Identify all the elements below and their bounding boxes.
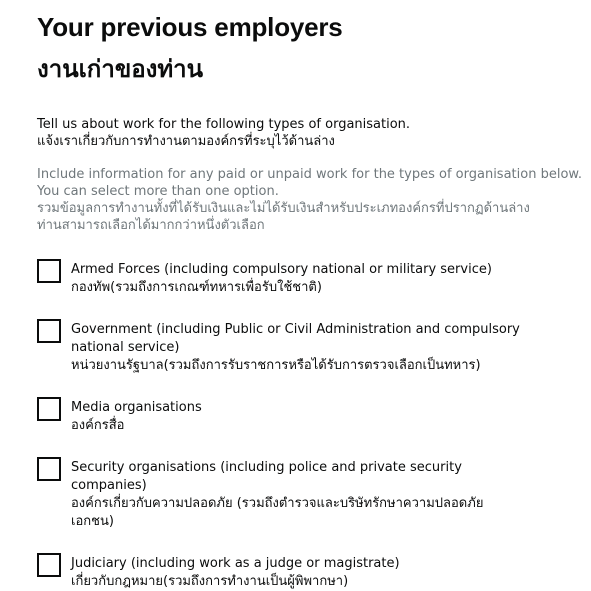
option-label-en: Armed Forces (including compulsory national or military service) <box>71 262 492 277</box>
hint-line-2: You can select more than one option. <box>37 184 279 199</box>
hint-line-4: ท่านสามารถเลือกได้มากกว่าหนึ่งตัวเลือก <box>37 218 265 233</box>
option-security[interactable] <box>37 457 582 531</box>
option-media[interactable] <box>37 397 582 435</box>
checkbox-group <box>37 259 582 591</box>
hint-line-3: รวมข้อมูลการทำงานทั้งที่ได้รับเงินและไม่ได้รับเงินสำหรับประเภทองค์กรที่ปรากฏด้านล่าง <box>37 201 530 216</box>
option-judiciary[interactable] <box>37 553 582 591</box>
option-label-en: Security organisations (including police and private security companies) <box>71 460 462 493</box>
option-government[interactable] <box>37 319 582 375</box>
checkbox-government[interactable] <box>37 319 61 343</box>
checkbox-security[interactable] <box>37 457 61 481</box>
checkbox-armed-forces[interactable] <box>37 259 61 283</box>
page-title: Your previous employers <box>37 12 343 42</box>
option-label <box>71 555 521 591</box>
checkbox-media[interactable] <box>37 397 61 421</box>
option-label-en: Judiciary (including work as a judge or magistrate) <box>71 556 400 571</box>
hint-text <box>37 166 582 234</box>
option-label-th: หน่วยงานรัฐบาล(รวมถึงการรับราชการหรือได้รับการตรวจเลือกเป็นทหาร) <box>71 358 481 373</box>
option-armed-forces[interactable] <box>37 259 582 297</box>
question-text <box>37 116 582 150</box>
question-line-en: Tell us about work for the following types of organisation. <box>37 117 411 132</box>
option-label <box>71 261 521 297</box>
option-label-en: Government (including Public or Civil Administration and compulsory national service) <box>71 322 520 355</box>
form-page <box>37 10 582 591</box>
option-label-th: เกี่ยวกับกฎหมาย(รวมถึงการทำงานเป็นผู้พิพากษา) <box>71 574 349 589</box>
option-label <box>71 321 521 375</box>
option-label-th: องค์กรเกี่ยวกับความปลอดภัย (รวมถึงตำรวจและบริษัทรักษาความปลอดภัยเอกชน) <box>71 496 484 529</box>
option-label <box>71 459 521 531</box>
option-label-th: กองทัพ(รวมถึงการเกณฑ์ทหารเพื่อรับใช้ชาติ) <box>71 280 322 295</box>
hint-line-1: Include information for any paid or unpaid work for the types of organisation below. <box>37 167 582 182</box>
option-label-en: Media organisations <box>71 400 202 415</box>
page-title-thai: งานเก่าของท่าน <box>37 55 204 83</box>
option-label-th: องค์กรสื่อ <box>71 418 125 433</box>
question-line-th: แจ้งเราเกี่ยวกับการทำงานตามองค์กรที่ระบุไว้ด้านล่าง <box>37 134 335 149</box>
checkbox-judiciary[interactable] <box>37 553 61 577</box>
option-label <box>71 399 521 435</box>
